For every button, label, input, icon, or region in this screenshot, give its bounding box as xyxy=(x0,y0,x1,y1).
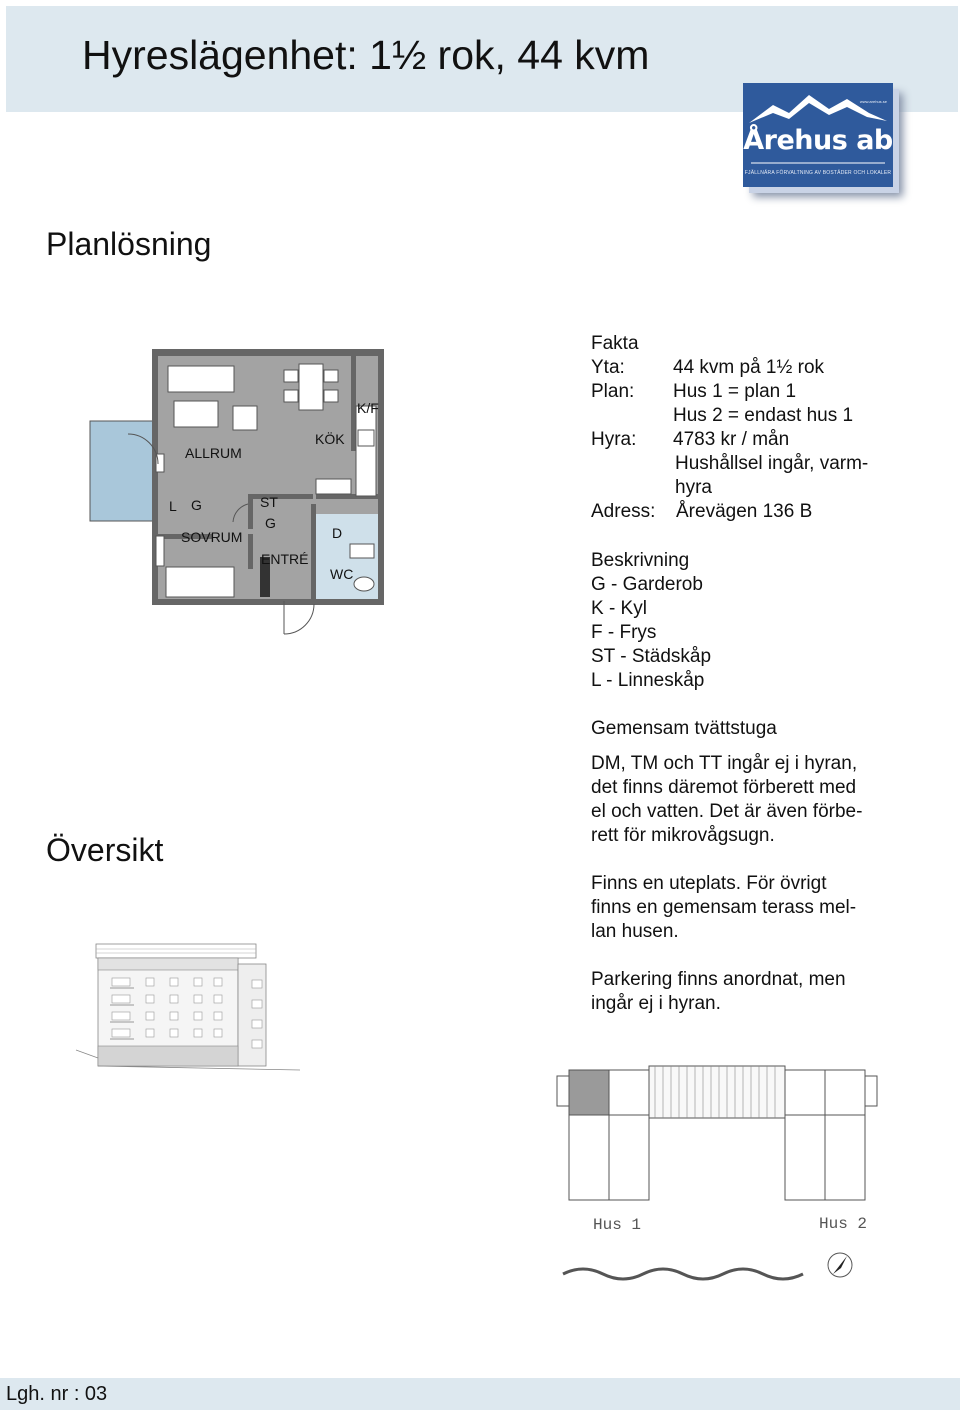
room-label-allrum: ALLRUM xyxy=(185,445,242,461)
hus1-label: Hus 1 xyxy=(593,1216,642,1234)
facts-block xyxy=(591,332,921,524)
parkering-line: ingår ej i hyran. xyxy=(591,993,721,1014)
floor-plan xyxy=(88,344,388,640)
yta-value: 44 kvm på 1½ rok xyxy=(673,357,825,378)
tvattstuga-line: el och vatten. Det är även förbe- xyxy=(591,801,863,822)
room-label-d: D xyxy=(332,525,343,541)
plan-value-2: Hus 2 = endast hus 1 xyxy=(673,405,854,426)
floor-plan-drawing xyxy=(88,344,388,640)
parkering-line: Parkering finns anordnat, men xyxy=(591,969,846,990)
uteplats-text xyxy=(591,872,856,944)
site-plan-drawing xyxy=(555,1062,885,1290)
footer-band xyxy=(0,1378,960,1410)
beskrivning-item: G - Garderob xyxy=(591,574,703,595)
logo-name: Årehus ab xyxy=(743,125,893,156)
overview-section-title: Översikt xyxy=(46,832,164,868)
facts-heading: Fakta xyxy=(591,333,639,354)
hyra-value-3: hyra xyxy=(675,477,712,498)
uteplats-line: finns en gemensam terass mel- xyxy=(591,897,857,918)
tvattstuga-line: DM, TM och TT ingår ej i hyran, xyxy=(591,753,858,774)
plan-value-1: Hus 1 = plan 1 xyxy=(673,381,797,402)
logo-tagline: FJÄLLNÄRA FÖRVALTNING AV BOSTÄDER OCH LOKALER xyxy=(744,170,892,176)
room-label-l: L xyxy=(169,498,177,514)
hyra-value-2: Hushållsel ingår, varm- xyxy=(675,453,869,474)
hyra-label: Hyra: xyxy=(591,429,637,450)
room-label-wc: WC xyxy=(330,566,354,582)
room-label-g: G xyxy=(191,497,202,513)
uteplats-line: Finns en uteplats. För övrigt xyxy=(591,873,827,894)
tvattstuga-heading: Gemensam tvättstuga xyxy=(591,718,777,739)
beskrivning-block xyxy=(591,549,711,693)
beskrivning-item: K - Kyl xyxy=(591,598,647,619)
plan-section-title: Planlösning xyxy=(46,226,212,262)
room-label-kok: KÖK xyxy=(315,431,345,447)
hus2-label: Hus 2 xyxy=(819,1215,868,1233)
room-label-kf: K/F xyxy=(357,400,379,416)
hyra-value-1: 4783 kr / mån xyxy=(673,429,790,450)
site-plan xyxy=(555,1062,885,1290)
room-label-st: ST xyxy=(260,494,278,510)
yta-label: Yta: xyxy=(591,357,625,378)
company-logo xyxy=(743,83,893,187)
room-label-sovrum: SOVRUM xyxy=(181,529,243,545)
building-elevation-drawing xyxy=(72,940,302,1075)
tvattstuga-text xyxy=(591,752,862,848)
beskrivning-heading: Beskrivning xyxy=(591,550,690,571)
uteplats-line: lan husen. xyxy=(591,921,679,942)
tvattstuga-line: rett för mikrovågsugn. xyxy=(591,825,775,846)
tvattstuga-line: det finns däremot förberett med xyxy=(591,777,857,798)
beskrivning-item: L - Linneskåp xyxy=(591,670,705,691)
plan-label: Plan: xyxy=(591,381,635,402)
logo-url: www.arehus.se xyxy=(859,99,887,104)
beskrivning-item: F - Frys xyxy=(591,622,657,643)
adress-value: Årevägen 136 B xyxy=(676,501,813,522)
page-title: Hyreslägenhet: 1½ rok, 44 kvm xyxy=(82,32,650,78)
room-label-entre: ENTRÉ xyxy=(261,551,309,567)
adress-label: Adress: xyxy=(591,501,656,522)
apartment-number: Lgh. nr : 03 xyxy=(6,1383,108,1405)
beskrivning-item: ST - Städskåp xyxy=(591,646,712,667)
room-label-st-g: G xyxy=(265,515,276,531)
parkering-text xyxy=(591,968,846,1016)
